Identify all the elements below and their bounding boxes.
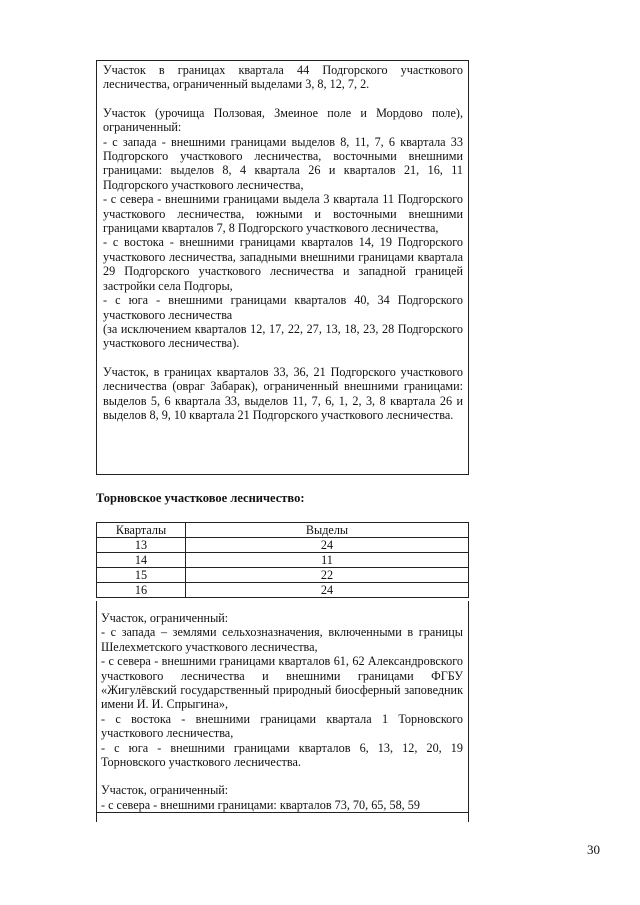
table-row (97, 553, 469, 568)
paragraph: Участок в границах квартала 44 Подгорского участкового лесничества, ограниченный выделами 3, 8, 12, 7, 2. (103, 63, 463, 92)
paragraph: - с севера - внешними границами выдела 3 квартала 11 Подгорского участкового лесничества, южными и восточными внешними границами кварталов 7, 8 Подгорского участкового лесничества, (103, 192, 463, 236)
paragraph: - с юга - внешними границами кварталов 6, 13, 12, 20, 19 Торновского участкового лесничества. (101, 740, 463, 770)
paragraph: Участок, в границах кварталов 33, 36, 21 Подгорского участкового лесничества (овраг Забарак), ограниченный внешними границами: выделов 5, 6 квартала 33, выделов 11, 7, 6, 1, 2, 3, 8 квартала 26 и выделов 8, 9, 10 квартала 21 Подгорского участкового лесничества. (103, 364, 463, 422)
paragraph: - с запада - внешними границами выделов 8, 11, 7, 6 квартала 33 Подгорского участкового лесничества, восточными внешними границами: выделов 8, 4 квартала 26 и кварталов 21, 16, 11 Подгорского участкового лесничества, (103, 134, 463, 192)
cell-section: 11 (186, 553, 469, 568)
column-header-quarters: Кварталы (97, 523, 186, 538)
cell-section: 24 (186, 583, 469, 598)
column-header-sections: Выделы (186, 523, 469, 538)
cell-section: 24 (186, 538, 469, 553)
paragraph: Участок, ограниченный: (101, 783, 229, 798)
page-number: 30 (587, 842, 600, 857)
table-row (97, 583, 469, 598)
paragraph: - с востока - внешними границами квартала 1 Торновского участкового лесничества, (101, 711, 463, 741)
text-box-tornovsky (96, 601, 469, 822)
paragraph: - с севера - внешними границами: кварталов 73, 70, 65, 58, 59 (97, 798, 468, 813)
quarters-table (96, 522, 469, 598)
section-title: Торновское участковое лесничество: (96, 491, 305, 505)
text-box-podgorsky (96, 60, 469, 475)
paragraph: - с юга - внешними границами кварталов 40, 34 Подгорского участкового лесничества (103, 293, 463, 322)
cell-quarter: 15 (97, 568, 186, 583)
paragraph: - с востока - внешними границами кварталов 14, 19 Подгорского участкового лесничества, западными внешними границами квартала 29 Подгорского участкового лесничества и западной границей застройки села Подгоры, (103, 235, 463, 293)
paragraph: - с севера - внешними границами кварталов 61, 62 Александровского участкового лесничества и внешними границами ФГБУ «Жигулёвский государственный природный биосферный заповедник имени И. И. Спрыгина», (101, 654, 463, 712)
table-header-row (97, 523, 469, 538)
paragraph: - с запада – землями сельхозназначения, включенными в границы Шелехметского участкового лесничества, (101, 625, 463, 654)
cell-quarter: 16 (97, 583, 186, 598)
cell-quarter: 13 (97, 538, 186, 553)
table-row (97, 568, 469, 583)
paragraph: Участок, ограниченный: (101, 611, 229, 625)
paragraph: Участок (урочища Ползовая, Змеиное поле и Мордово поле), ограниченный: (103, 105, 463, 135)
table-row (97, 538, 469, 553)
cell-section: 22 (186, 568, 469, 583)
cell-quarter: 14 (97, 553, 186, 568)
paragraph: (за исключением кварталов 12, 17, 22, 27, 13, 18, 23, 28 Подгорского участкового лесничества). (103, 321, 463, 351)
